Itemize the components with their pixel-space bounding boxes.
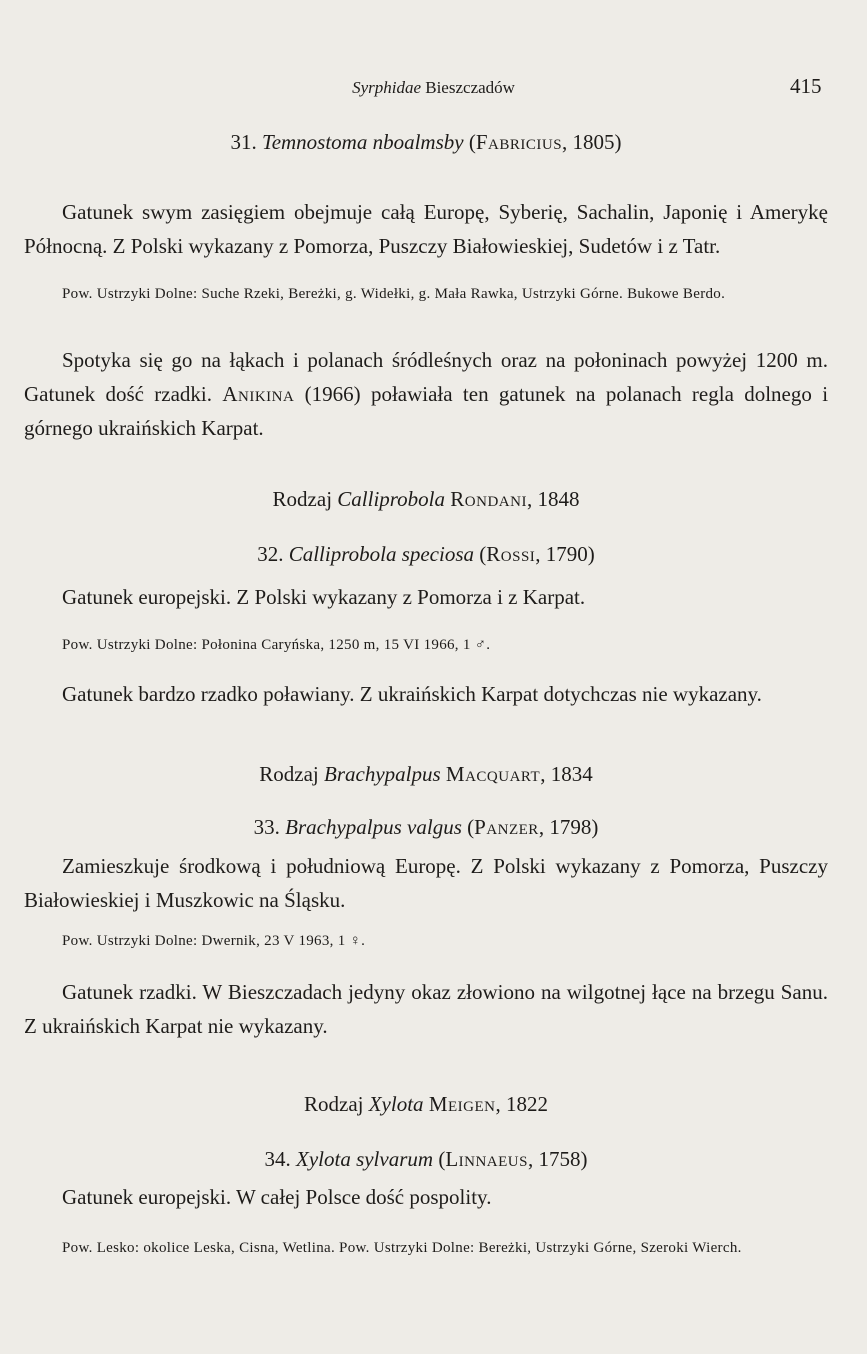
genus-heading-brachypalpus: Rodzaj Brachypalpus Macquart, 1834	[259, 762, 593, 786]
paragraph-33-ecology: Gatunek rzadki. W Bieszczadach jedyny okaz złowiono na wilgotnej łące na brzegu Sanu. Z ukraińskich Karpat nie wykazany.	[24, 980, 828, 1038]
paragraph-33-range: Zamieszkuje środkową i południową Europę. Z Polski wykazany z Pomorza, Puszczy Białowieskiej i Muszkowic na Śląsku.	[24, 854, 828, 912]
note-33-localities: Pow. Ustrzyki Dolne: Dwernik, 23 V 1963, 1 ♀.	[62, 933, 366, 949]
header-family: Syrphidae	[352, 78, 421, 97]
header-title-rest: Bieszczadów	[425, 78, 515, 97]
species-author: Fabricius	[475, 130, 563, 154]
paragraph-32-ecology: Gatunek bardzo rzadko poławiany. Z ukraińskich Karpat dotychczas nie wykazany.	[62, 682, 762, 706]
note-31-localities: Pow. Ustrzyki Dolne: Suche Rzeki, Bereżki, g. Widełki, g. Mała Rawka, Ustrzyki Górne. Bukowe Berdo.	[62, 286, 726, 302]
paragraph-32-range: Gatunek europejski. Z Polski wykazany z Pomorza i z Karpat.	[62, 585, 586, 609]
species-heading-31: 31. Temnostoma nboalmsby (Fabricius, 1805)	[230, 130, 622, 154]
species-author: Rossi	[486, 542, 536, 566]
paragraph-31-ecology: Spotyka się go na łąkach i polanach śródleśnych oraz na połoninach powyżej 1200 m. Gatunek dość rzadki. Anikina (1966) poławiała ten gatunek na polanach regla dolnego i górnego ukraińskich Karpat.	[24, 348, 829, 440]
species-heading-33: 33. Brachypalpus valgus (Panzer, 1798)	[253, 815, 599, 839]
paragraph-34-range: Gatunek europejski. W całej Polsce dość pospolity.	[62, 1185, 492, 1209]
species-author: Panzer	[474, 815, 539, 839]
note-34-localities: Pow. Lesko: okolice Leska, Cisna, Wetlina. Pow. Ustrzyki Dolne: Bereżki, Ustrzyki Górne, Szeroki Wierch.	[62, 1240, 742, 1256]
running-header	[0, 78, 867, 98]
genus-heading-xylota: Rodzaj Xylota Meigen, 1822	[304, 1092, 548, 1116]
paragraph-31-range: Gatunek swym zasięgiem obejmuje całą Europę, Syberię, Sachalin, Japonię i Amerykę Północną. Z Polski wykazany z Pomorza, Puszczy Białowieskiej, Sudetów i z Tatr.	[24, 200, 828, 258]
cited-author: Anikina	[222, 382, 295, 406]
note-32-localities: Pow. Ustrzyki Dolne: Połonina Caryńska, 1250 m, 15 VI 1966, 1 ♂.	[62, 637, 491, 653]
species-name: Brachypalpus valgus	[285, 815, 462, 839]
species-name: Calliprobola speciosa	[288, 542, 475, 566]
species-name: Temnostoma nboalmsby	[261, 130, 464, 154]
genus-heading-calliprobola: Rodzaj Calliprobola Rondani, 1848	[272, 487, 580, 511]
species-heading-32: 32. Calliprobola speciosa (Rossi, 1790)	[257, 542, 595, 566]
species-author: Linnaeus	[445, 1147, 528, 1171]
species-heading-34: 34. Xylota sylvarum (Linnaeus, 1758)	[264, 1147, 588, 1171]
species-name: Xylota sylvarum	[296, 1147, 434, 1171]
page-number: 415	[790, 74, 822, 98]
